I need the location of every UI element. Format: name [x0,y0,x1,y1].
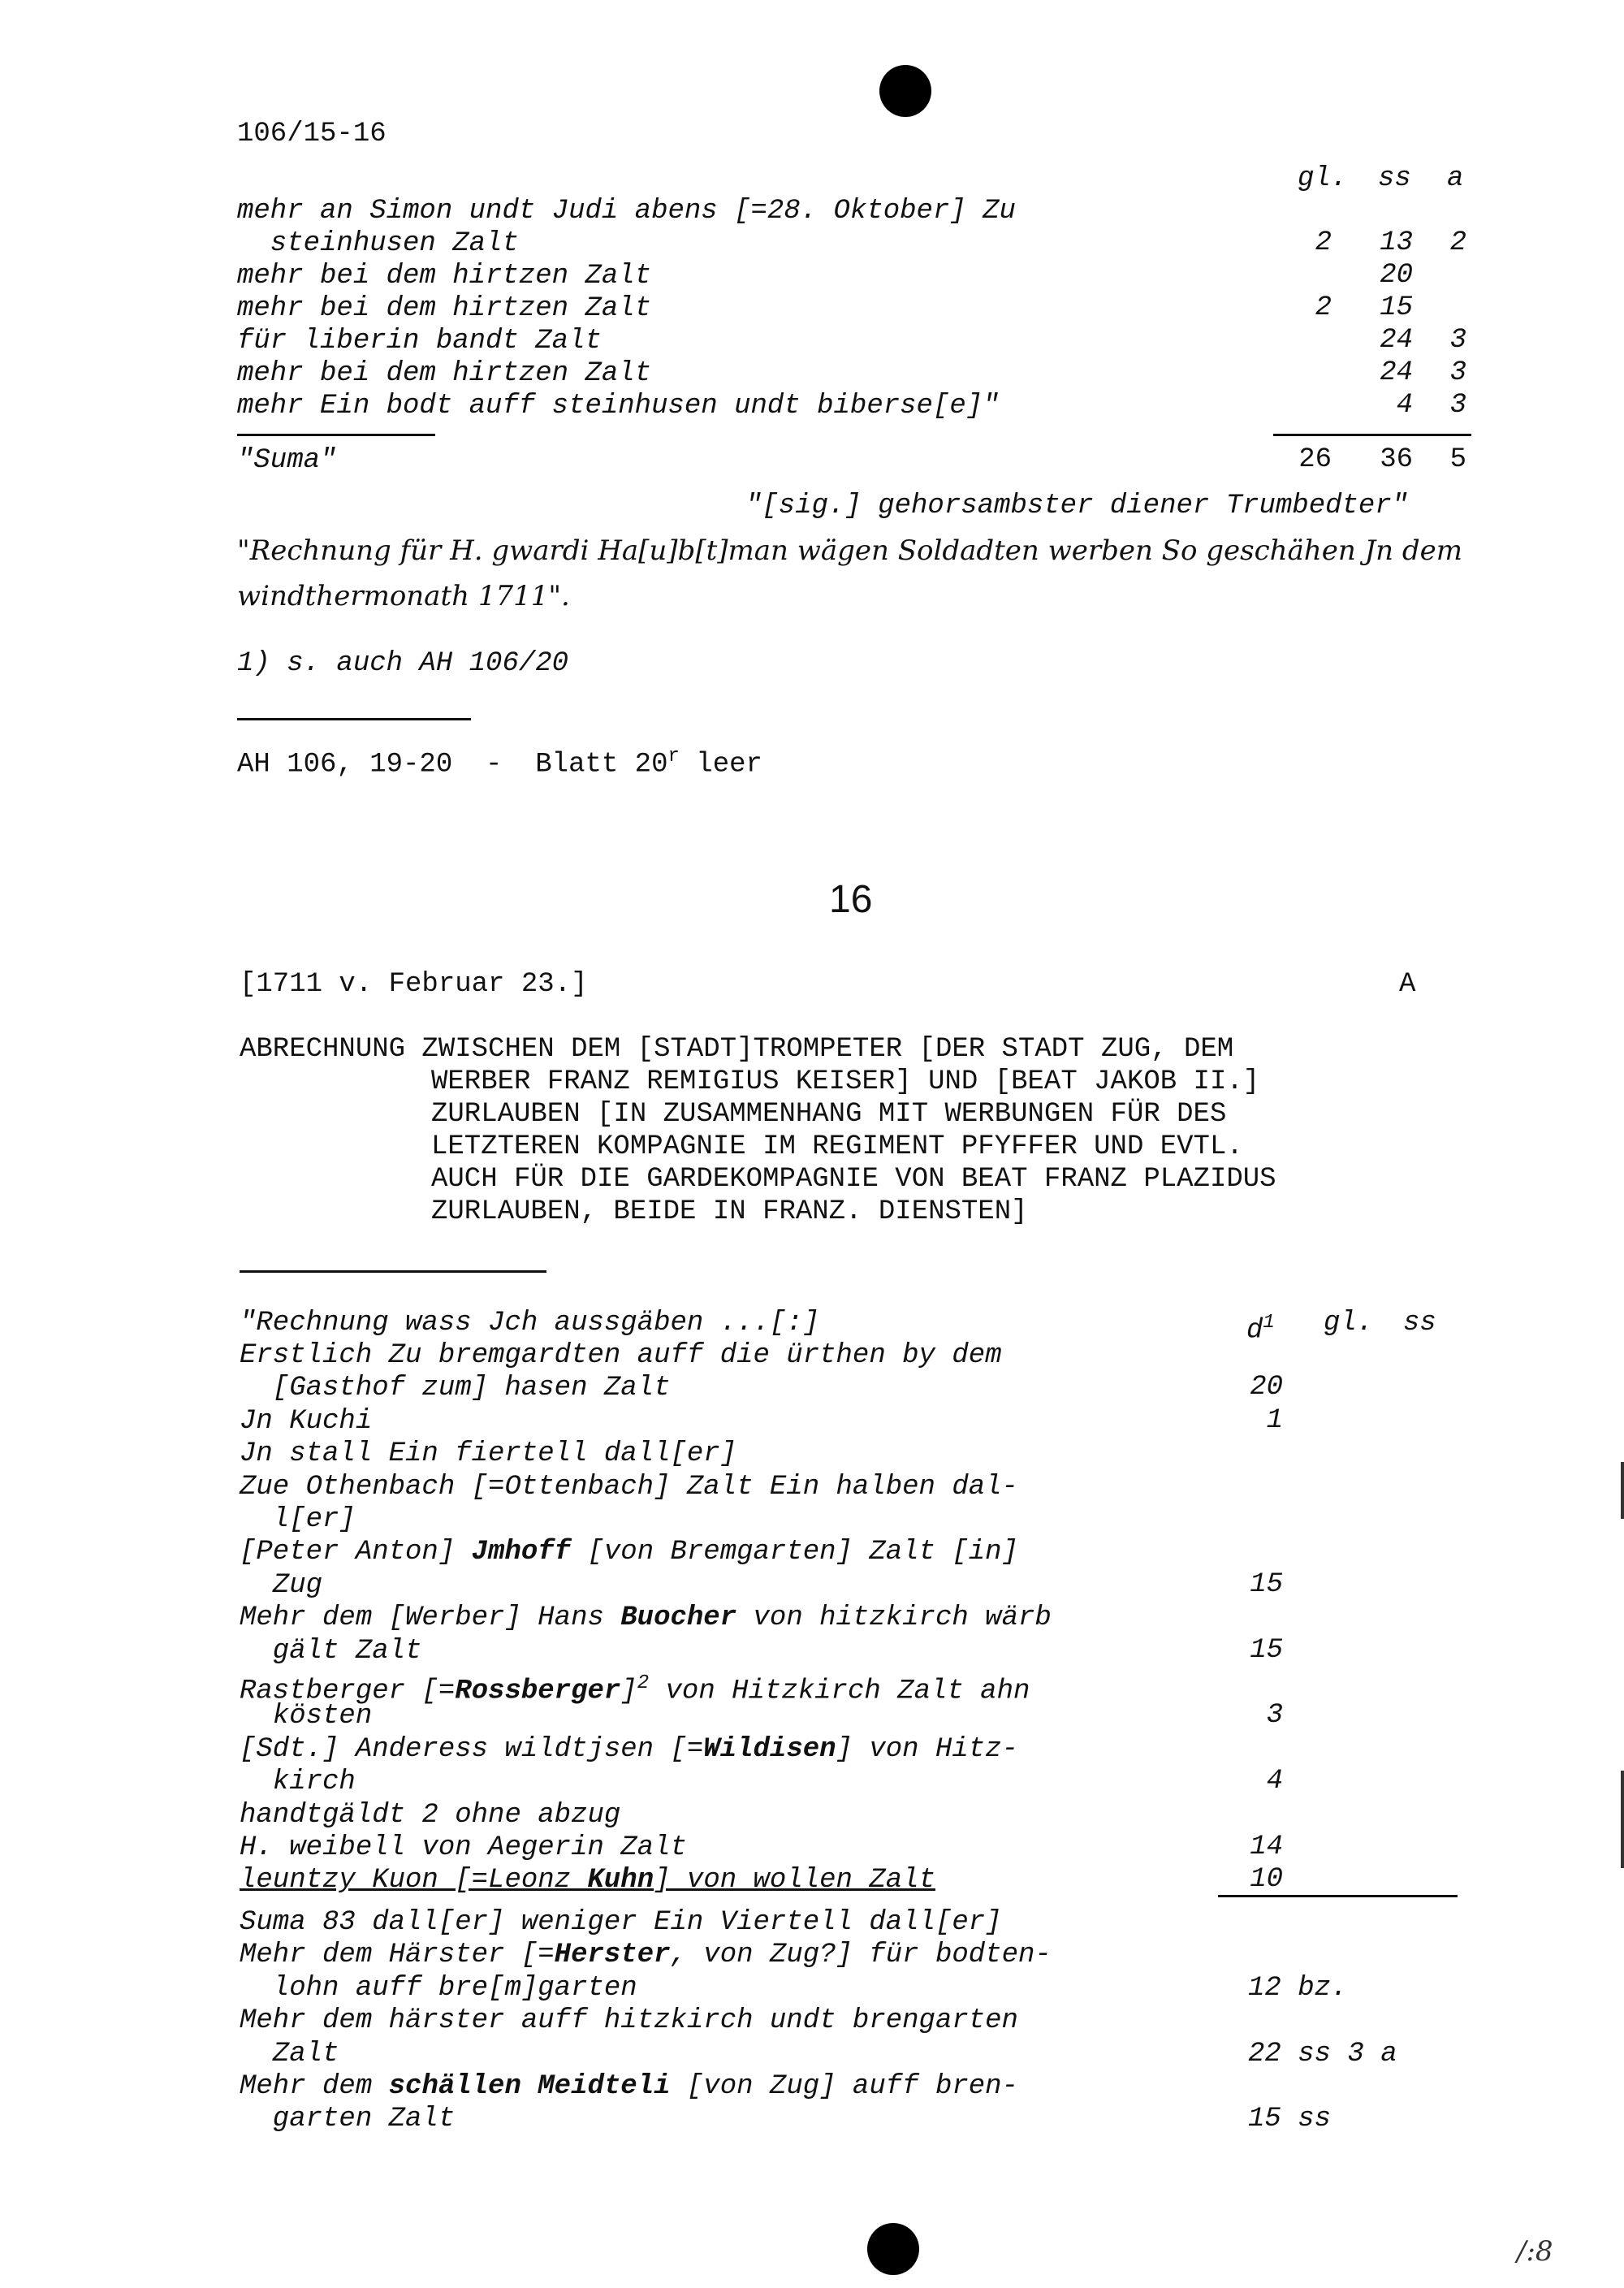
entry-text: kösten [240,1701,373,1732]
entry-text: Zalt [240,2039,339,2070]
entry-text: Rastberger [=Rossberger]$^2$ von Hitzkirch Zalt ahn [240,1672,1030,1707]
entry-ss: 15 [1380,292,1413,323]
title-line-5: AUCH FÜR DIE GARDEKOMPAGNIE VON BEAT FRANZ PLAZIDUS [431,1164,1276,1195]
entry-text: steinhusen Zalt [237,228,519,259]
entry-text: für liberin bandt Zalt [237,326,602,357]
entry-text: Zue Othenbach [=Ottenbach] Zalt Ein halben dal- [240,1472,1018,1503]
entry-text: mehr bei dem hirtzen Zalt [237,293,652,324]
footnote-1: 1) s. auch AH 106/20 [237,648,569,679]
entry-text: H. weibell von Aegerin Zalt [240,1832,687,1863]
entry-value: 3 [1266,1700,1283,1731]
scan-edge [1621,1462,1624,1519]
entry-gl: 2 [1315,292,1332,323]
entry-text: Mehr dem [Werber] Hans Buocher von hitzkirch wärb [240,1602,1052,1633]
entry-a: 2 [1449,227,1466,258]
title-line-2: WERBER FRANZ REMIGIUS KEISER] UND [BEAT JAKOB II.] [431,1066,1260,1097]
date-mark: A [1399,969,1416,1000]
entry-text: Mehr dem Härster [=Herster, von Zug?] für bodten- [240,1940,1052,1970]
title-line-6: ZURLAUBEN, BEIDE IN FRANZ. DIENSTEN] [431,1196,1028,1227]
sum-rule-2 [1218,1895,1458,1897]
suma-ss: 36 [1380,444,1413,475]
rechnung2-head: "Rechnung wass Jch aussgäben ...[:] [240,1308,820,1339]
date-line: [1711 v. Februar 23.] [240,969,588,1000]
entry-text: Zug [240,1570,323,1601]
entry-a: 3 [1449,357,1466,388]
entry-text: mehr Ein bodt auff steinhusen undt biberse[e]" [237,391,1000,422]
footnote-rule [237,718,471,720]
entry-value: 20 [1250,1372,1283,1403]
suma-gl: 26 [1298,444,1332,475]
entry-text: kirch [240,1767,356,1797]
entry-text: mehr bei dem hirtzen Zalt [237,261,652,292]
entry-text: handtgäldt 2 ohne abzug [240,1800,621,1831]
entry-text: Jn Kuchi [240,1406,373,1437]
entry-value: 15 [1250,1635,1283,1666]
signature-line: "[sig.] gehorsambster diener Trumbedter" [745,491,1409,521]
entry-text: Mehr dem schällen Meidteli [von Zug] auff bren- [240,2071,1018,2102]
entry-ss: 4 [1396,390,1413,421]
column-header-d: $d^1$ [1246,1312,1275,1347]
page-number: 16 [829,878,873,921]
entry-ss: 13 [1380,227,1413,258]
column-header-gl: gl. [1298,163,1348,194]
title-line-1: ABRECHNUNG ZWISCHEN DEM [STADT]TROMPETER [DER STADT ZUG, DEM [240,1034,1234,1065]
entry-ss: 20 [1380,260,1413,291]
entry-text: lohn auff bre[m]garten [240,1973,637,2004]
entry-value: 4 [1266,1766,1283,1797]
suma-a: 5 [1449,444,1466,475]
column-header-ss-2: ss [1403,1308,1436,1339]
rechnung-title-line-1: "Rechnung für H. gwardi Ha[u]b[t]man wägen Soldadten werben So geschähen Jn dem [237,534,1462,567]
sum-rule-left [237,434,435,436]
sum-rule-right [1273,434,1471,436]
entry-value: 1 [1266,1405,1283,1436]
entry-value: 10 [1250,1864,1283,1895]
entry-text: l[er] [240,1504,356,1535]
entry-text: Erstlich Zu bremgardten auff die ürthen by dem [240,1340,1002,1371]
entry-text: Mehr dem härster auff hitzkirch undt brengarten [240,2005,1018,2036]
entry-a: 3 [1449,390,1466,421]
entry-text: garten Zalt [240,2104,456,2134]
title-line-3: ZURLAUBEN [IN ZUSAMMENHANG MIT WERBUNGEN FÜR DES [431,1099,1227,1130]
entry-text: [Peter Anton] Jmhoff [von Bremgarten] Zalt [in] [240,1537,1018,1568]
column-header-ss: ss [1378,163,1411,194]
entry-text: mehr an Simon undt Judi abens [=28. Oktober] Zu [237,196,1016,227]
entry-value: 12 bz. [1248,1973,1348,2004]
column-header-a: a [1447,163,1464,194]
entry-text: Suma 83 dall[er] weniger Ein Viertell dall[er] [240,1907,1002,1938]
punch-hole-bottom [867,2223,919,2275]
entry-a: 3 [1449,325,1466,356]
scan-edge [1621,1771,1624,1868]
entry-text: Jn stall Ein fiertell dall[er] [240,1438,737,1469]
ah-reference: AH 106, 19-20 - Blatt 20$^r$ leer [237,746,762,781]
entry-text: [Sdt.] Anderess wildtjsen [=Wildisen] von Hitz- [240,1734,1018,1765]
entry-text: mehr bei dem hirtzen Zalt [237,358,652,389]
corner-mark: /:8 [1517,2235,1553,2268]
entry-text: leuntzy Kuon [=Leonz Kuhn] von wollen Zalt [240,1865,935,1896]
entry-ss: 24 [1380,357,1413,388]
entry-value: 14 [1250,1832,1283,1862]
entry-text: [Gasthof zum] hasen Zalt [240,1373,671,1404]
section-rule [240,1270,546,1273]
document-reference: 106/15-16 [237,119,387,149]
punch-hole-top [879,65,931,117]
entry-gl: 2 [1315,227,1332,258]
rechnung-title-line-2: windthermonath 1711". [237,580,570,612]
entry-value: 15 [1250,1569,1283,1600]
suma-label: "Suma" [237,445,337,476]
entry-ss: 24 [1380,325,1413,356]
entry-value: 22 ss 3 a [1248,2039,1397,2070]
entry-text: gält Zalt [240,1636,422,1667]
entry-value: 15 ss [1248,2104,1332,2134]
column-header-gl-2: gl. [1324,1308,1374,1339]
title-line-4: LETZTEREN KOMPAGNIE IM REGIMENT PFYFFER UND EVTL. [431,1131,1243,1162]
